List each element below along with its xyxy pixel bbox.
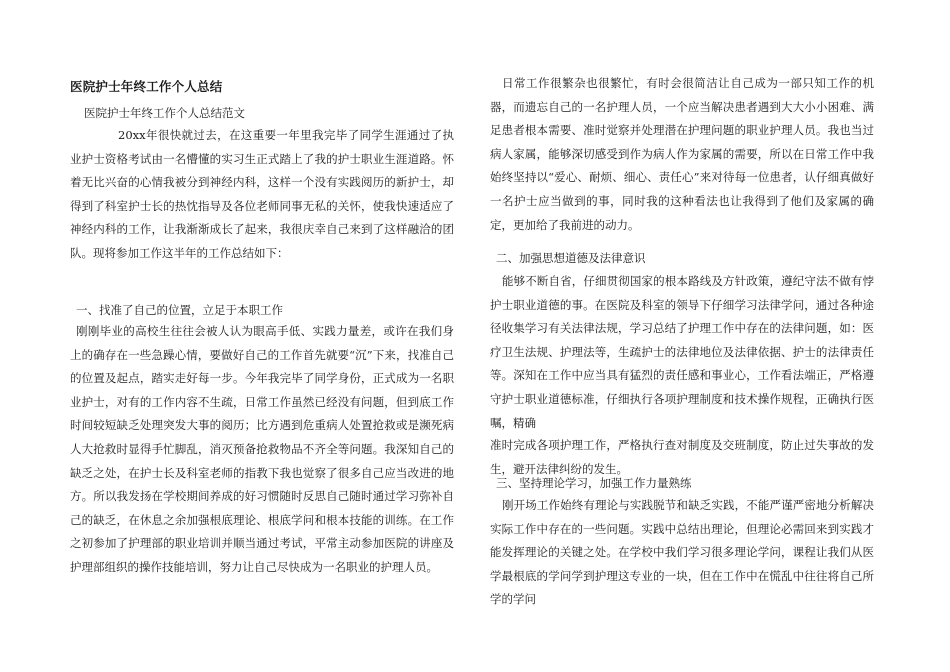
section-1-body: 刚刚毕业的高校生往往会被人认为眼高手低、实践力量差，或许在我们身上的确存在一些急躁心情，要做好自己的工作首先就要“沉”下来，找准自己的位置及起点，踏实走好每一步。今年我完毕了同学身份，正式成为一名职业护士，对有的工作内容不生疏，日常工作虽然已经没有问题，但到底工作时间较短缺乏处理突发大事的阅历；比方遇到危重病人处置抢救或是濒死病人大抢救时显得手忙脚乱，消灭预备抢救物品不齐全等问题。我深知自己的缺乏之处，在护士长及科室老师的指教下我也觉察了很多自己应当改进的地方。所以我发扬在学校期间养成的好习惯随时反思自己随时通过学习弥补自己的缺乏，在休息之余加强根底理论、根底学问和根本技能的训练。在工作之初参加了护理部的职业培训并顺当通过考试，平常主动参加医院的讲座及护理部组织的操作技能培训，努力让自己尽快成为一名职业的护理人员。: [70, 324, 454, 574]
section-2-body-a: 能够不断自省，仔细贯彻国家的根本路线及方针政策，遵纪守法不做有悖护士职业道德的事。在医院及科室的领导下仔细学习法律学问，通过各种途径收集学习有关法律法规，学习总结了护理工作中存在的法律问题，如：医疗卫生法规、护理法等，生疏护士的法律地位及法律依据、护士的法律责任等。深知在工作中应当具有猛烈的责任感和事业心，工作看法端正，严格遵守护士职业道德标准，仔细执行各项护理制度和技术操作规程，正确执行医嘱，精确: [490, 274, 874, 430]
document-title: 医院护士年终工作个人总结: [70, 79, 223, 94]
section-2-body-b: 准时完成各项护理工作，严格执行查对制度及交班制度，防止过失事故的发生，避开法律纠纷的发生。: [490, 438, 874, 476]
right-paragraph-1: 日常工作很繁杂也很繁忙，有时会很简洁让自己成为一部只知工作的机器，而遗忘自己的一名护理人员，一个应当解决患者遇到大大小小困难、满足患者根本需要、准时觉察并处理潜在护理问题的职业护理人员。我也当过病人家属，能够深切感受到作为病人作为家属的需要，所以在日常工作中我始终坚持以“爱心、耐烦、细心、责任心”来对待每一位患者，认仔细真做好一名护士应当做到的事，同时我的这种看法也让我得到了他们及家属的确定，更加给了我前进的动力。: [490, 76, 874, 232]
intro-paragraph: 20xx年很快就过去，在这重要一年里我完毕了同学生涯通过了执业护士资格考试由一名懵懂的实习生正式踏上了我的护士职业生涯道路。怀着无比兴奋的心情我被分到神经内科，这样一个没有实践阅历的新护士，却得到了科室护士长的热忱指导及各位老师同事无私的关怀，使我快速适应了神经内科的工作，让我渐渐成长了起来，我很庆幸自己来到了这样融洽的团队。现将参加工作这半年的工作总结如下：: [70, 128, 454, 260]
section-heading-2: 二、加强思想道德及法律意识: [496, 251, 646, 265]
section-heading-3: 三、坚持理论学习，加强工作力量熟练: [496, 476, 692, 490]
section-heading-1: 一、找准了自己的位置，立足于本职工作: [76, 303, 283, 317]
section-3-body: 刚开场工作始终有理论与实践脱节和缺乏实践，不能严谨严密地分析解决实际工作中存在的一些问题。实践中总结出理论，但理论必需回来到实践才能发挥理论的关键之处。在学校中我们学习很多理论学问，课程让我们从医学最根底的学问学到护理这专业的一块，但在工作中在慌乱中往往将自己所学的学问: [490, 498, 874, 607]
document-subtitle: 医院护士年终工作个人总结范文: [84, 106, 245, 120]
